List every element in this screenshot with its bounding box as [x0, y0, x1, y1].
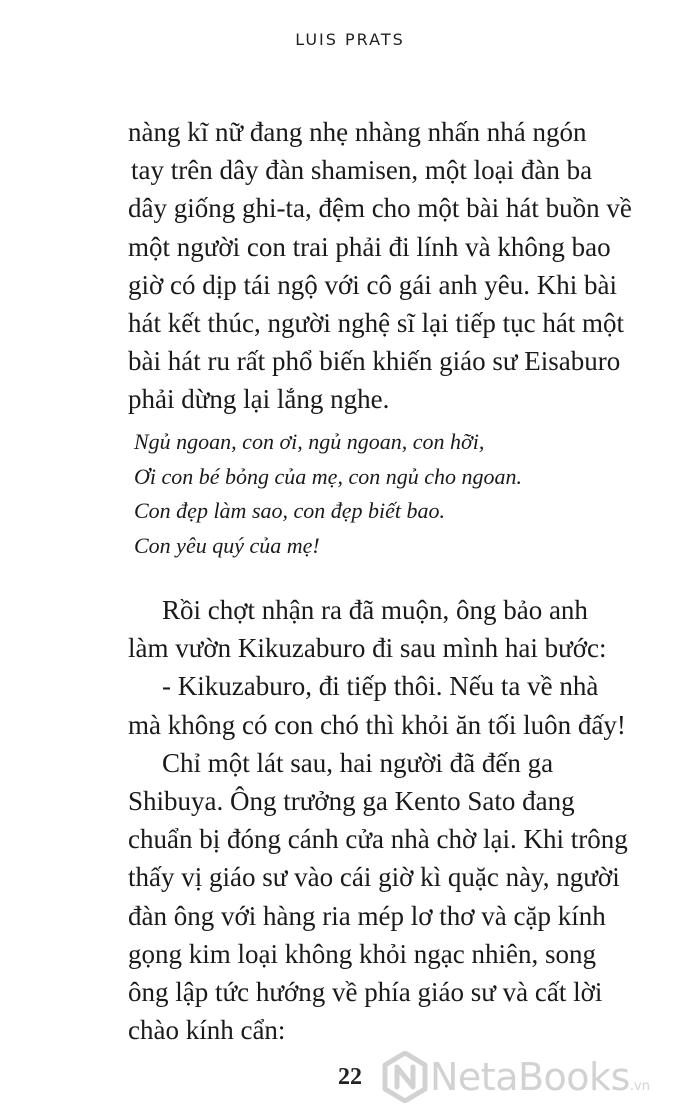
text-line: dây giống ghi-ta, đệm cho một bài hát buồn về	[128, 193, 632, 224]
text-line: một người con trai phải đi lính và không bao	[128, 231, 611, 262]
text-line: tay trên dây đàn shamisen, một loại đàn ba	[131, 155, 593, 186]
page-number: 22	[338, 1064, 362, 1090]
verse-line: Con yêu quý của mẹ!	[134, 533, 320, 559]
text-line: mà không có con chó thì khỏi ăn tối luôn đấy!	[128, 709, 626, 740]
running-header-author: LUIS PRATS	[295, 30, 405, 49]
watermark-suffix: .vn	[629, 1079, 650, 1094]
verse-line: Con đẹp làm sao, con đẹp biết bao.	[134, 498, 446, 524]
text-line: ông lập tức hướng về phía giáo sư và cất lời	[128, 977, 603, 1008]
text-line: phải dừng lại lắng nghe.	[128, 384, 390, 415]
text-line: bài hát ru rất phổ biến khiến giáo sư Eisaburo	[128, 346, 621, 377]
lullaby-verse	[128, 425, 628, 564]
verse-line: Ơi con bé bỏng của mẹ, con ngủ cho ngoan.	[134, 463, 522, 489]
netabooks-logo-icon	[382, 1051, 428, 1103]
text-line: gọng kim loại không khỏi ngạc nhiên, song	[128, 938, 596, 969]
paragraph-continued	[128, 113, 632, 419]
text-line: giờ có dịp tái ngộ với cô gái anh yêu. Khi bài	[128, 269, 617, 300]
text-line: chuẩn bị đóng cánh cửa nhà chờ lại. Khi trông	[128, 824, 628, 855]
text-line: đàn ông với hàng ria mép lơ thơ và cặp kính	[128, 900, 606, 931]
text-line: chào kính cẩn:	[128, 1015, 286, 1046]
text-line: nàng kĩ nữ đang nhẹ nhàng nhấn nhá ngón	[128, 117, 587, 147]
watermark-brand: NetaBooks	[430, 1055, 630, 1099]
verse-line: Ngủ ngoan, con ơi, ngủ ngoan, con hỡi,	[134, 429, 485, 454]
text-line: Shibuya. Ông trưởng ga Kento Sato đang	[128, 786, 575, 817]
text-line: Rồi chợt nhận ra đã muộn, ông bảo anh	[162, 595, 588, 625]
watermark	[382, 1042, 650, 1112]
text-line: làm vườn Kikuzaburo đi sau mình hai bước:	[128, 633, 607, 664]
paragraph-main	[128, 591, 628, 1049]
text-line: hát kết thúc, người nghệ sĩ lại tiếp tục hát một	[128, 308, 625, 339]
text-line: - Kikuzaburo, đi tiếp thôi. Nếu ta về nhà	[162, 671, 599, 702]
text-line: Chỉ một lát sau, hai người đã đến ga	[162, 747, 554, 778]
text-line: thấy vị giáo sư vào cái giờ kì quặc này, người	[128, 862, 620, 893]
